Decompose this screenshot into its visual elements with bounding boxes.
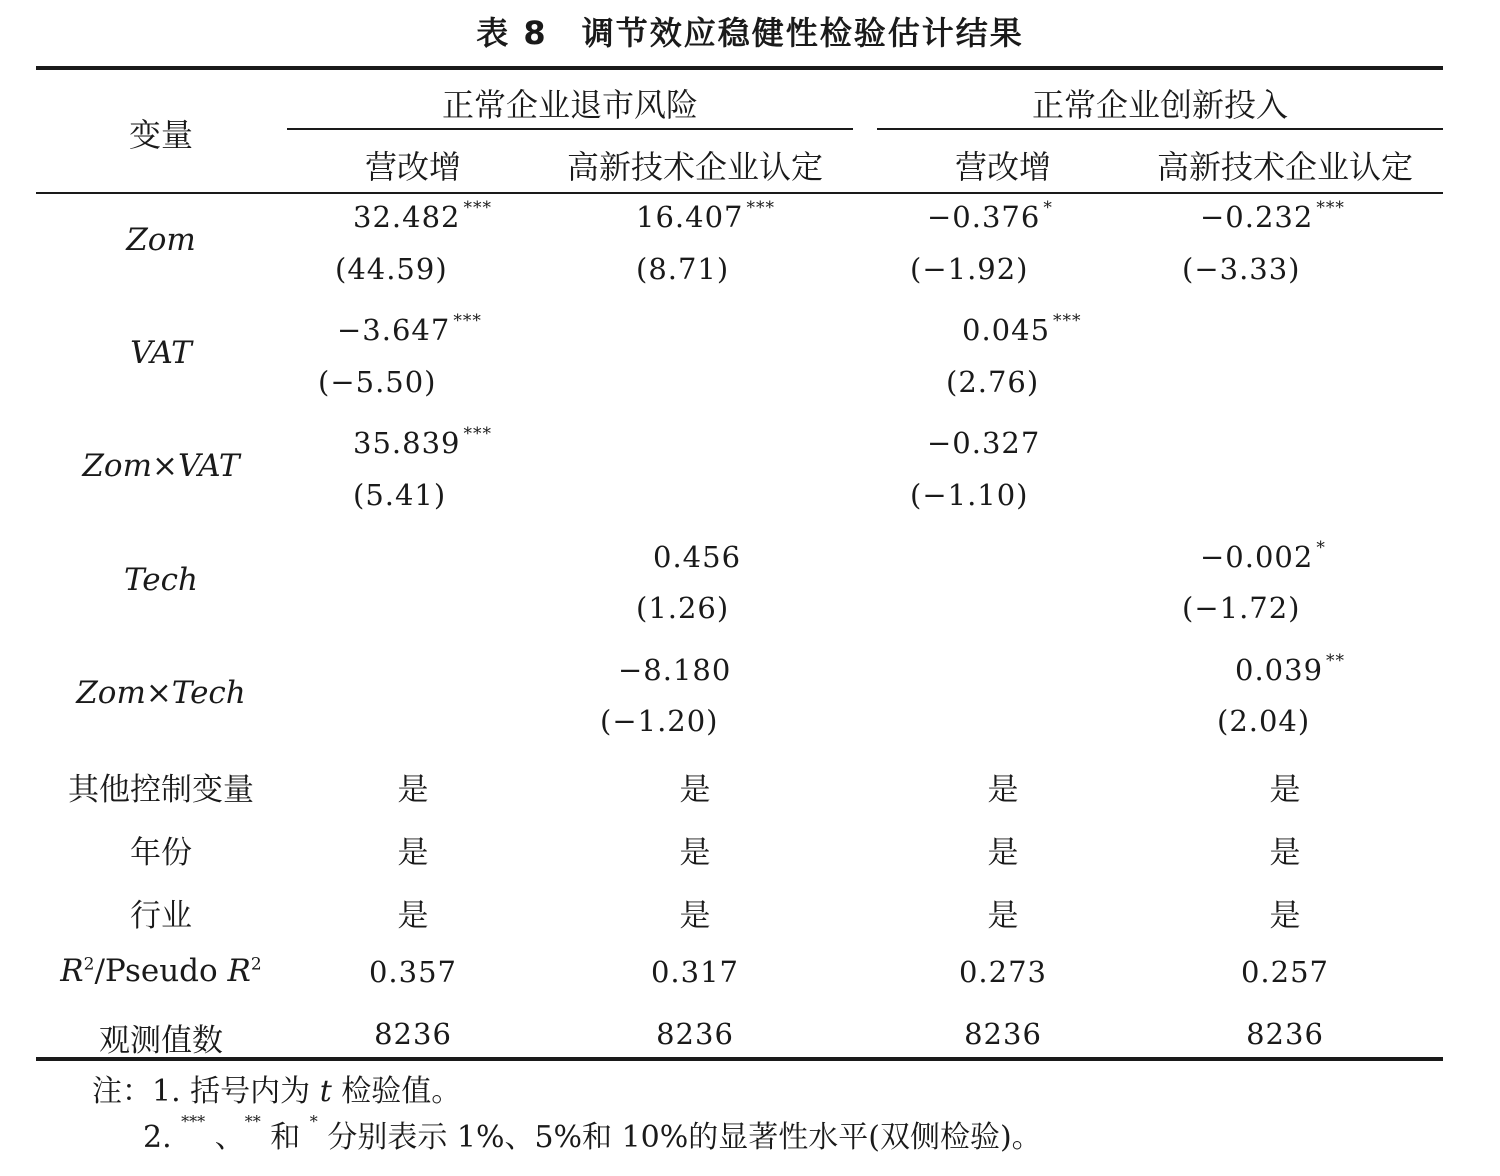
- row-label-tech: Tech: [124, 562, 198, 598]
- t-cell: (2.76): [946, 365, 1040, 399]
- group1-header: 正常企业退市风险: [441, 86, 699, 124]
- subheader-3: 营改增: [954, 148, 1052, 186]
- t-cell: (2.04): [1217, 704, 1311, 738]
- coef-cell: −0.376 *: [927, 198, 1053, 234]
- t-cell: (−1.72): [1182, 591, 1301, 625]
- obs-cell: 8236: [656, 1017, 734, 1051]
- yes-cell: 是: [397, 772, 429, 808]
- obs-cell: 8236: [1246, 1017, 1324, 1051]
- yes-cell: 是: [397, 898, 429, 934]
- t-cell: (−1.92): [910, 252, 1029, 286]
- t-cell: (1.26): [636, 591, 730, 625]
- coef-cell: 35.839 ***: [353, 424, 492, 460]
- coef-cell: −0.232 ***: [1200, 198, 1345, 234]
- r2-cell: 0.273: [958, 955, 1048, 989]
- subheader-1: 营改增: [364, 148, 462, 186]
- coef-cell: 0.045 ***: [962, 311, 1082, 347]
- row-label-industry: 行业: [130, 898, 192, 934]
- variable-header: 变量: [128, 116, 194, 154]
- yes-cell: 是: [1269, 898, 1301, 934]
- t-cell: (44.59): [335, 252, 448, 286]
- obs-cell: 8236: [374, 1017, 452, 1051]
- r2-cell: 0.357: [368, 955, 458, 989]
- subheader-4: 高新技术企业认定: [1156, 148, 1414, 186]
- note-line-2: 2. *** 、** 和 * 分别表示 1%、5%和 10%的显著性水平(双侧检验)。: [143, 1112, 1042, 1155]
- group1-rule: [287, 128, 853, 130]
- top-rule: [36, 66, 1443, 70]
- yes-cell: 是: [679, 835, 711, 871]
- coef-cell: −8.180: [618, 653, 732, 687]
- yes-cell: 是: [987, 835, 1019, 871]
- bottom-rule: [36, 1057, 1443, 1061]
- row-label-obs: 观测值数: [99, 1023, 223, 1059]
- yes-cell: 是: [1269, 772, 1301, 808]
- obs-cell: 8236: [964, 1017, 1042, 1051]
- yes-cell: 是: [679, 772, 711, 808]
- row-label-vat: VAT: [130, 335, 192, 371]
- t-cell: (−5.50): [318, 365, 437, 399]
- note-line-1: 注：1. 括号内为 t 检验值。: [92, 1074, 462, 1109]
- t-cell: (−1.10): [910, 478, 1029, 512]
- t-cell: (−1.20): [600, 704, 719, 738]
- t-cell: (−3.33): [1182, 252, 1301, 286]
- row-label-year: 年份: [130, 835, 192, 871]
- subheader-2: 高新技术企业认定: [566, 148, 824, 186]
- row-label-controls: 其他控制变量: [68, 772, 254, 808]
- row-label-r2: $R^2$/Pseudo $R^2$: [60, 953, 262, 989]
- t-cell: (5.41): [353, 478, 447, 512]
- t-cell: (8.71): [636, 252, 730, 286]
- r2-cell: 0.257: [1240, 955, 1330, 989]
- coef-cell: 16.407 ***: [636, 198, 775, 234]
- yes-cell: 是: [987, 772, 1019, 808]
- group2-header: 正常企业创新投入: [1031, 86, 1289, 124]
- row-label-zom: Zom: [126, 222, 196, 258]
- r2-cell: 0.317: [650, 955, 740, 989]
- row-label-zom-vat: Zom×VAT: [82, 448, 240, 484]
- coef-cell: −0.002 *: [1200, 538, 1326, 574]
- yes-cell: 是: [1269, 835, 1301, 871]
- row-label-zom-tech: Zom×Tech: [76, 675, 246, 711]
- header-rule: [36, 192, 1443, 194]
- coef-cell: 0.039 **: [1235, 651, 1346, 687]
- yes-cell: 是: [987, 898, 1019, 934]
- coef-cell: 32.482 ***: [353, 198, 492, 234]
- yes-cell: 是: [397, 835, 429, 871]
- coef-cell: 0.456: [653, 540, 742, 574]
- table-title: 表 8 调节效应稳健性检验估计结果: [476, 14, 1024, 52]
- yes-cell: 是: [679, 898, 711, 934]
- group2-rule: [877, 128, 1443, 130]
- coef-cell: −3.647 ***: [337, 311, 482, 347]
- coef-cell: −0.327: [927, 426, 1041, 460]
